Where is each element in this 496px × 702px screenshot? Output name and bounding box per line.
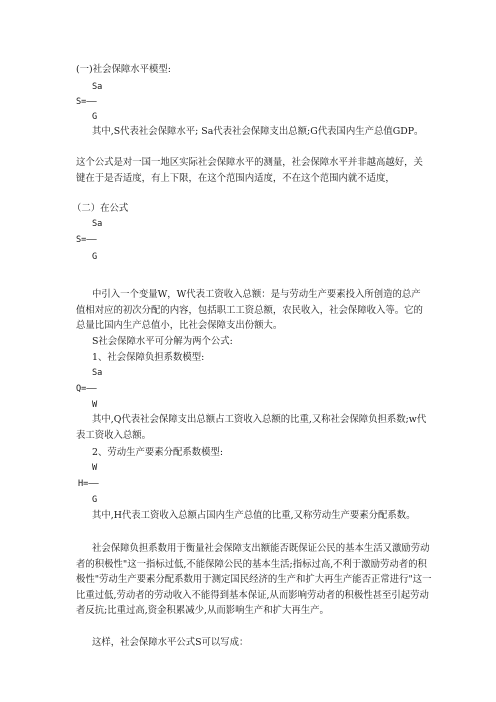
model-1-denominator: W [92, 400, 98, 410]
section-2-paragraph-1: 中引入一个变量W，W代表工资收入总额：是与劳动生产要素投入所创造的总产值相对应的初次分配的内容，包括职工工资总额，农民收入，社会保障收入等。它的总量比国内生产总值小，比社会保障支出份额大。 [76, 289, 423, 332]
formula-2-numerator: Sa [92, 219, 103, 229]
formula-1-denominator: G [92, 112, 98, 122]
formula-2-lhs: S=—— [76, 235, 97, 245]
formula-1-numerator: Sa [92, 82, 103, 92]
model-2-numerator: W [92, 463, 98, 473]
section-2-heading: （二）在公式 [72, 203, 129, 214]
section-1-paragraph: 这个公式是对一国一地区实际社会保障水平的测量，社会保障水平并非越高越好，关键在于是否适度，有上下限，在这个范围内适度，不在这个范围内就不适度， [76, 157, 423, 184]
section-2-paragraph-2: S社会保障水平可分解为两个公式: [92, 336, 233, 347]
section-1-heading: (一)社会保障水平模型: [76, 64, 171, 75]
model-1-numerator: Sa [92, 368, 103, 378]
model-1-explanation: 其中,Q代表社会保障支出总额占工资收入总额的比重,又称社会保障负担系数;w代表工资收入总额。 [76, 414, 427, 441]
model-2-denominator: G [92, 495, 98, 505]
formula-1-explanation: 其中,S代表社会保障水平; Sa代表社会保障支出总额;G代表国内生产总值GDP。 [92, 126, 424, 137]
model-2-lhs: H=—— [78, 479, 99, 489]
model-2-explanation: 其中,H代表工资收入总额占国内生产总值的比重,又称劳动生产要素分配系数。 [92, 510, 416, 521]
closing-sentence: 这样，社会保障水平公式S可以写成： [92, 637, 249, 648]
model-2-title: 2、劳动生产要素分配系数模型: [92, 447, 223, 458]
section-2-paragraph-3: 社会保障负担系数用于衡量社会保障支出额能否既保证公民的基本生活又激励劳动者的积极性"这一指标过低,不能保障公民的基本生活;指标过高,不利于激励劳动者的积极性"劳动生产要素分配系数用于测定国民经济的生产和扩大再生产能否正常进行"这一比重过低,劳动者的劳动收入不能得到基本保证,从而影响劳动者的积极性甚至引起劳动者反抗;比重过高,资金积累减少,从而影响生产和扩大再生产。 [76, 543, 432, 617]
model-1-title: 1、社会保障负担系数模型: [92, 352, 205, 363]
model-1-lhs: Q=—— [76, 384, 97, 394]
formula-2-denominator: G [92, 252, 98, 262]
formula-1-lhs: S=—— [76, 97, 97, 107]
